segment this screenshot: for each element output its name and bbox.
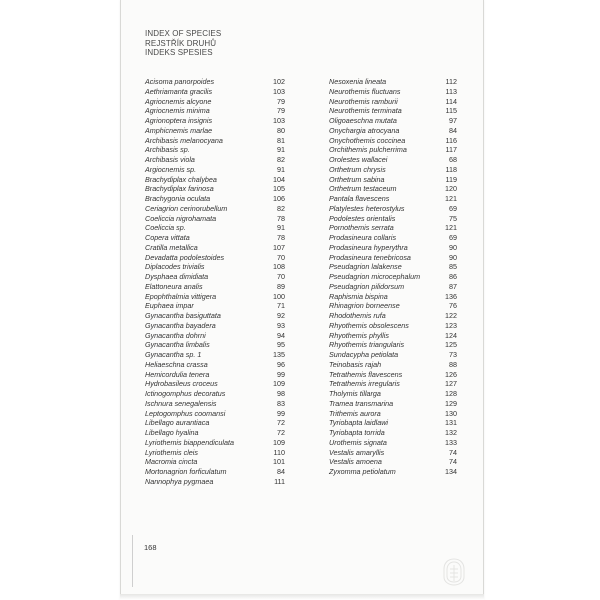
index-entry [145, 477, 285, 487]
species-name: Platylestes heterostylus [329, 203, 405, 213]
index-entry [145, 184, 285, 194]
index-entry [145, 155, 285, 165]
species-page-number: 92 [277, 311, 285, 320]
species-page-number: 70 [277, 272, 285, 281]
species-page-number: 71 [277, 301, 285, 311]
index-entry [145, 272, 285, 282]
species-name: Elattoneura analis [145, 281, 203, 291]
index-entry [329, 204, 457, 214]
species-page-number: 101 [273, 457, 285, 467]
species-page-number: 90 [449, 252, 457, 262]
index-entry [145, 428, 285, 438]
index-entry [145, 370, 285, 380]
species-name: Brachydiplax farinosa [145, 184, 214, 194]
species-page-number: 109 [273, 437, 285, 447]
species-page-number: 98 [277, 389, 285, 398]
index-entry [145, 360, 285, 370]
index-entry [329, 331, 457, 341]
species-name: Lyriothemis biappendiculata [145, 437, 234, 447]
page-edge-shadow [120, 594, 484, 600]
species-name: Gynacantha basiguttata [145, 311, 221, 320]
index-entry [329, 175, 457, 185]
species-page-number: 91 [277, 223, 285, 233]
index-entry [145, 165, 285, 175]
index-entry [145, 126, 285, 136]
species-name: Brachydiplax chalybea [145, 174, 217, 184]
species-name: Neurothemis terminata [329, 106, 402, 116]
species-name: Orchithemis pulcherrima [329, 145, 407, 155]
index-entry [145, 292, 285, 302]
species-name: Tyriobapta torrida [329, 428, 385, 437]
species-name: Vestalis amaryllis [329, 447, 385, 457]
species-name: Pseudagrion pilidorsum [329, 281, 405, 291]
index-entry [329, 184, 457, 194]
species-name: Aethriamanta gracilis [145, 86, 213, 96]
species-page-number: 117 [445, 145, 457, 155]
species-page-number: 114 [445, 96, 457, 106]
species-name: Agrionoptera insignis [145, 116, 213, 125]
species-page-number: 89 [277, 281, 285, 291]
species-name: Tholymis tillarga [329, 389, 381, 398]
species-name: Devadatta podolestoides [145, 252, 225, 262]
index-entry [145, 350, 285, 360]
species-name: Neurothemis fluctuans [329, 86, 401, 96]
species-page-number: 127 [445, 379, 457, 389]
index-entry [329, 272, 457, 282]
index-entry [145, 331, 285, 341]
species-name: Onychargia atrocyana [329, 125, 400, 135]
species-page-number: 111 [274, 476, 285, 486]
species-page-number: 80 [277, 125, 285, 135]
index-entry [145, 106, 285, 116]
species-name: Tetrathemis irregularis [329, 379, 400, 389]
index-entry [329, 165, 457, 175]
species-name: Gynacantha sp. 1 [145, 350, 202, 359]
species-name: Diplacodes trivialis [145, 262, 205, 272]
index-entry [145, 389, 285, 399]
index-entry [329, 233, 457, 243]
species-page-number: 103 [273, 86, 285, 96]
heading-czech: REJSTŘÍK DRUHŮ [145, 38, 217, 48]
index-entry [329, 282, 457, 292]
index-entry [329, 253, 457, 263]
index-entry [145, 175, 285, 185]
species-name: Tyriobapta laidlawi [329, 418, 388, 428]
species-name: Heliaeschna crassa [145, 359, 208, 369]
index-entry [329, 370, 457, 380]
species-page-number: 87 [449, 281, 457, 291]
species-name: Urothemis signata [329, 437, 387, 447]
species-name: Oligoaeschna mutata [329, 116, 397, 125]
index-entry [145, 243, 285, 253]
index-entry [145, 457, 285, 467]
species-name: Orolestes wallacei [329, 155, 388, 164]
index-entry [145, 409, 285, 419]
species-page-number: 123 [445, 320, 457, 330]
species-page-number: 82 [277, 155, 285, 164]
species-name: Copera vittata [145, 233, 190, 242]
index-entry [329, 77, 457, 87]
index-entry [329, 340, 457, 350]
species-name: Ischnura senegalensis [145, 398, 217, 408]
species-page-number: 124 [445, 330, 457, 340]
species-name: Vestalis amoena [329, 457, 382, 467]
species-page-number: 78 [277, 213, 285, 223]
index-entry [145, 204, 285, 214]
species-name: Rhyothemis phyllis [329, 330, 389, 340]
species-page-number: 112 [445, 77, 457, 86]
species-name: Archibasis viola [145, 155, 195, 164]
index-entry [329, 106, 457, 116]
species-name: Mortonagrion forficulatum [145, 467, 227, 476]
index-entry [145, 282, 285, 292]
index-entry [329, 97, 457, 107]
species-name: Pseudagrion lalakense [329, 262, 402, 272]
species-index-left-column [145, 77, 285, 487]
species-page-number: 74 [449, 447, 457, 457]
species-page-number: 68 [449, 155, 457, 164]
species-name: Gynacantha dohrni [145, 330, 206, 340]
index-entry [329, 292, 457, 302]
species-page-number: 83 [277, 398, 285, 408]
species-name: Argiocnemis sp. [145, 164, 197, 174]
species-page-number: 128 [445, 389, 457, 398]
species-page-number: 120 [445, 184, 457, 194]
index-entry [329, 262, 457, 272]
species-page-number: 70 [277, 252, 285, 262]
index-entry [329, 126, 457, 136]
species-page-number: 121 [445, 223, 457, 233]
species-name: Nesoxenia lineata [329, 77, 387, 86]
index-entry [329, 448, 457, 458]
species-name: Teinobasis rajah [329, 359, 382, 369]
species-page-number: 88 [449, 359, 457, 369]
index-entry [329, 311, 457, 321]
species-page-number: 107 [273, 242, 285, 252]
species-page-number: 93 [277, 320, 285, 330]
index-entry [329, 350, 457, 360]
species-page-number: 122 [445, 311, 457, 320]
species-page-number: 118 [445, 164, 457, 174]
species-name: Pornothemis serrata [329, 223, 394, 233]
species-page-number: 110 [273, 447, 285, 457]
heading-english: INDEX OF SPECIES [145, 29, 222, 38]
species-page-number: 108 [273, 262, 285, 272]
species-name: Agriocnemis minima [145, 106, 210, 116]
index-entry [329, 194, 457, 204]
species-page-number: 72 [277, 428, 285, 437]
index-entry [329, 428, 457, 438]
species-page-number: 100 [273, 291, 285, 301]
species-page-number: 109 [273, 379, 285, 389]
species-page-number: 78 [277, 233, 285, 242]
index-entry [145, 116, 285, 126]
index-heading [145, 29, 221, 58]
species-name: Rhodothemis rufa [329, 311, 386, 320]
species-page-number: 84 [277, 467, 285, 476]
species-name: Libellago hyalina [145, 428, 199, 437]
species-page-number: 134 [445, 467, 457, 476]
species-name: Onychothemis coccinea [329, 135, 406, 145]
index-entry [329, 467, 457, 477]
index-entry [329, 389, 457, 399]
species-page-number: 132 [445, 428, 457, 437]
index-entry [145, 194, 285, 204]
species-name: Amphicnemis marlae [145, 125, 213, 135]
species-page-number: 116 [445, 135, 457, 145]
species-name: Hemicordulia tenera [145, 369, 210, 379]
embossed-crest-icon [441, 557, 467, 587]
index-entry [329, 155, 457, 165]
index-entry [145, 301, 285, 311]
species-name: Orthetrum chrysis [329, 164, 386, 174]
species-page-number: 91 [277, 145, 285, 155]
species-name: Rhinagrion borneense [329, 301, 400, 311]
species-page-number: 69 [449, 233, 457, 242]
species-name: Coeliccia sp. [145, 223, 186, 233]
species-name: Pseudagrion microcephalum [329, 272, 421, 281]
species-name: Euphaea impar [145, 301, 194, 311]
species-name: Agriocnemis alcyone [145, 96, 212, 106]
species-page-number: 84 [449, 125, 457, 135]
species-name: Sundacypha petiolata [329, 350, 399, 359]
species-page-number: 121 [445, 194, 457, 203]
species-name: Ictinogomphus decoratus [145, 389, 226, 398]
species-name: Archibasis melanocyana [145, 135, 223, 145]
species-name: Archibasis sp. [145, 145, 190, 155]
page-number: 168 [144, 543, 157, 552]
species-page-number: 79 [277, 106, 285, 116]
species-page-number: 106 [273, 194, 285, 203]
species-page-number: 131 [445, 418, 457, 428]
index-entry [329, 223, 457, 233]
species-name: Ceriagrion cerinorubellum [145, 203, 228, 213]
species-name: Prodasineura hyperythra [329, 242, 408, 252]
index-entry [145, 97, 285, 107]
species-page-number: 105 [273, 184, 285, 194]
species-page-number: 72 [277, 418, 285, 428]
index-entry [145, 262, 285, 272]
species-page-number: 99 [277, 369, 285, 379]
species-name: Orthetrum sabina [329, 174, 385, 184]
species-page-number: 75 [449, 213, 457, 223]
index-entry [145, 87, 285, 97]
species-name: Coeliccia nigrohamata [145, 213, 217, 223]
species-page-number: 97 [449, 116, 457, 125]
index-entry [145, 399, 285, 409]
species-page-number: 79 [277, 96, 285, 106]
index-entry [329, 457, 457, 467]
species-page-number: 81 [277, 135, 285, 145]
index-entry [329, 418, 457, 428]
index-entry [145, 214, 285, 224]
species-name: Orthetrum testaceum [329, 184, 397, 194]
species-page-number: 90 [449, 242, 457, 252]
species-name: Raphismia bispina [329, 291, 388, 301]
species-page-number: 115 [445, 106, 457, 116]
species-name: Tramea transmarina [329, 398, 394, 408]
index-entry [329, 243, 457, 253]
species-name: Brachygonia oculata [145, 194, 211, 203]
species-page-number: 129 [445, 398, 457, 408]
index-entry [145, 77, 285, 87]
index-entry [145, 467, 285, 477]
species-page-number: 69 [449, 203, 457, 213]
species-name: Leptogomphus coomansi [145, 408, 226, 418]
species-index-right-column [329, 77, 457, 477]
index-entry [329, 409, 457, 419]
species-page-number: 126 [445, 369, 457, 379]
index-entry [145, 340, 285, 350]
index-entry [145, 223, 285, 233]
species-page-number: 82 [277, 203, 285, 213]
index-entry [145, 438, 285, 448]
species-page-number: 103 [273, 116, 285, 125]
species-name: Pantala flavescens [329, 194, 390, 203]
species-page-number: 125 [445, 340, 457, 350]
species-page-number: 76 [449, 301, 457, 311]
index-entry [329, 136, 457, 146]
species-name: Prodasineura tenebricosa [329, 252, 411, 262]
species-name: Libellago aurantiaca [145, 418, 210, 428]
species-page-number: 95 [277, 340, 285, 350]
species-name: Lyriothemis cleis [145, 447, 198, 457]
species-page-number: 133 [445, 437, 457, 447]
index-entry [329, 87, 457, 97]
species-name: Prodasineura collaris [329, 233, 397, 242]
index-entry [329, 321, 457, 331]
species-name: Trithemis aurora [329, 408, 381, 418]
species-page-number: 99 [277, 408, 285, 418]
species-page-number: 86 [449, 272, 457, 281]
species-name: Zyxomma petiolatum [329, 467, 396, 476]
species-page-number: 119 [445, 174, 457, 184]
index-entry [329, 214, 457, 224]
species-page-number: 102 [273, 77, 285, 86]
species-name: Rhyothemis obsolescens [329, 320, 409, 330]
species-page-number: 96 [277, 359, 285, 369]
index-entry [145, 448, 285, 458]
species-name: Podolestes orientalis [329, 213, 396, 223]
index-entry [329, 301, 457, 311]
index-entry [329, 399, 457, 409]
index-entry [329, 145, 457, 155]
species-page-number: 136 [445, 291, 457, 301]
index-entry [145, 379, 285, 389]
species-page-number: 74 [449, 457, 457, 467]
species-name: Cratilla metallica [145, 242, 198, 252]
species-name: Rhyothemis triangularis [329, 340, 405, 350]
index-entry [145, 321, 285, 331]
margin-guide-line [132, 535, 133, 587]
species-page-number: 113 [445, 86, 457, 96]
species-page-number: 104 [273, 174, 285, 184]
species-page-number: 73 [449, 350, 457, 359]
index-entry [145, 253, 285, 263]
index-entry [145, 136, 285, 146]
species-page-number: 135 [273, 350, 285, 359]
index-entry [329, 438, 457, 448]
species-page-number: 94 [277, 330, 285, 340]
species-name: Gynacantha limbalis [145, 340, 210, 350]
species-name: Acisoma panorpoides [145, 77, 215, 86]
species-name: Macromia cincta [145, 457, 198, 467]
species-name: Hydrobasileus croceus [145, 379, 218, 389]
heading-malay: INDEKS SPESIES [145, 48, 213, 57]
species-page-number: 91 [277, 164, 285, 174]
index-entry [145, 418, 285, 428]
species-page-number: 130 [445, 408, 457, 418]
species-name: Nannophya pygmaea [145, 476, 214, 486]
index-entry [145, 311, 285, 321]
index-entry [145, 145, 285, 155]
species-name: Epophthalmia vittigera [145, 291, 217, 301]
species-name: Neurothemis ramburii [329, 96, 398, 106]
species-name: Dysphaea dimidiata [145, 272, 209, 281]
index-entry [329, 116, 457, 126]
species-name: Tetrathemis flavescens [329, 369, 403, 379]
index-entry [145, 233, 285, 243]
species-page-number: 85 [449, 262, 457, 272]
index-entry [329, 379, 457, 389]
species-name: Gynacantha bayadera [145, 320, 216, 330]
index-entry [329, 360, 457, 370]
